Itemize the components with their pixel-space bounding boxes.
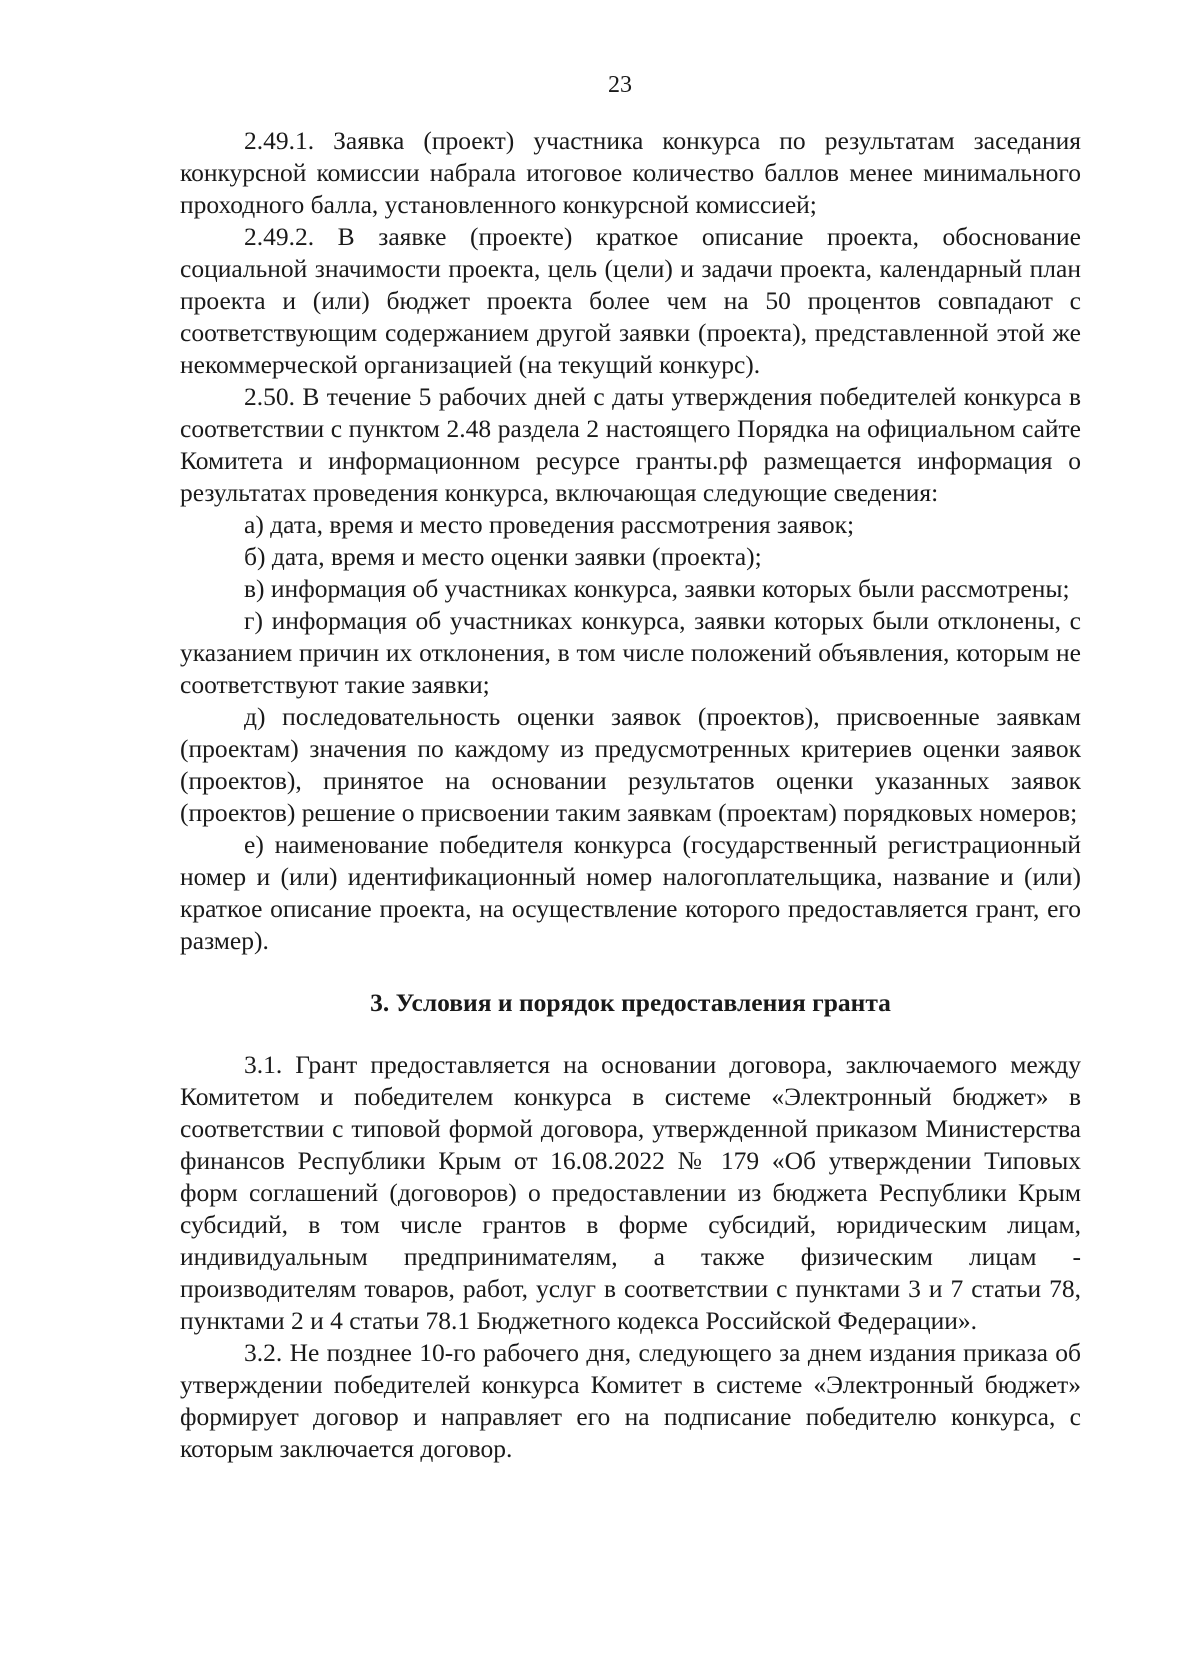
document-body [180,125,1081,1465]
paragraph-3-1: 3.1. Грант предоставляется на основании договора, заключаемого между Комитетом и победителем конкурса в системе «Электронный бюджет» в соответствии с типовой формой договора, утвержденной приказом Министерства финансов Республики Крым от 16.08.2022 № 179 «Об утверждении Типовых форм соглашений (договоров) о предоставлении из бюджета Республики Крым субсидий, в том числе грантов в форме субсидий, юридическим лицам, индивидуальным предпринимателям, а также физическим лицам - производителям товаров, работ, услуг в соответствии с пунктами 3 и 7 статьи 78, пунктами 2 и 4 статьи 78.1 Бюджетного кодекса Российской Федерации». [180,1050,1081,1335]
list-item-g: г) информация об участниках конкурса, заявки которых были отклонены, с указанием причин их отклонения, в том числе положений объявления, которым не соответствуют такие заявки; [180,606,1081,699]
list-item-v: в) информация об участниках конкурса, заявки которых были рассмотрены; [244,574,1070,603]
list-item-d: д) последовательность оценки заявок (проектов), присвоенные заявкам (проектам) значения по каждому из предусмотренных критериев оценки заявок (проектов), принятое на основании результатов оценки указанных заявок (проектов) решение о присвоении таким заявкам (проектам) порядковых номеров; [180,702,1081,827]
list-item-b: б) дата, время и место оценки заявки (проекта); [244,542,762,571]
paragraph-2-50: 2.50. В течение 5 рабочих дней с даты утверждения победителей конкурса в соответствии с пунктом 2.48 раздела 2 настоящего Порядка на официальном сайте Комитета и информационном ресурсе гранты.рф размещается информация о результатах проведения конкурса, включающая следующие сведения: [180,382,1081,507]
paragraph-2-49-2: 2.49.2. В заявке (проекте) краткое описание проекта, обоснование социальной значимости проекта, цель (цели) и задачи проекта, календарный план проекта и (или) бюджет проекта более чем на 50 процентов совпадают с соответствующим содержанием другой заявки (проекта), представленной этой же некоммерческой организацией (на текущий конкурс). [180,222,1081,379]
paragraph-2-49-1: 2.49.1. Заявка (проект) участника конкурса по результатам заседания конкурсной комиссии набрала итоговое количество баллов менее минимального проходного балла, установленного конкурсной комиссией; [180,126,1081,219]
list-item-a: а) дата, время и место проведения рассмотрения заявок; [244,510,855,539]
list-item-e: е) наименование победителя конкурса (государственный регистрационный номер и (или) идентификационный номер налогоплательщика, название и (или) краткое описание проекта, на осуществление которого предоставляется грант, его размер). [180,830,1081,955]
section-heading: 3. Условия и порядок предоставления гранта [370,988,891,1017]
paragraph-3-2: 3.2. Не позднее 10-го рабочего дня, следующего за днем издания приказа об утверждении победителей конкурса Комитет в системе «Электронный бюджет» формирует договор и направляет его на подписание победителю конкурса, с которым заключается договор. [180,1338,1081,1463]
page-number: 23 [608,72,632,98]
